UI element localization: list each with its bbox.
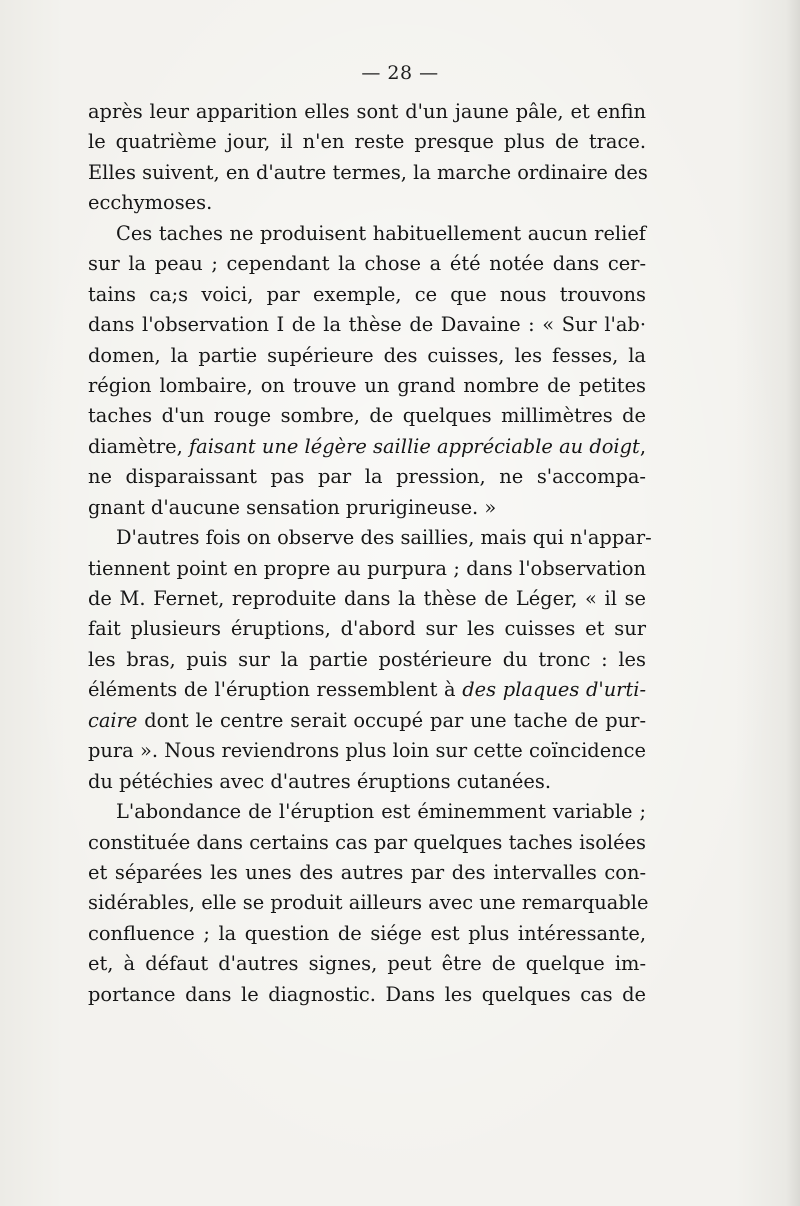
text-line [88,554,646,584]
text-segment: tiennent point en propre au purpura ; dans l'observation [88,556,646,580]
text-segment: dont le centre serait occupé par une tache de pur- [137,708,646,732]
text-segment: fait plusieurs éruptions, d'abord sur les cuisses et sur [88,617,646,641]
text-line [88,188,646,218]
text-line [88,980,646,1010]
text-line [88,401,646,431]
text-segment: ne disparaissant pas par la pression, ne s'accompa- [88,465,646,489]
text-line [88,341,646,371]
text-line [88,493,646,523]
text-segment: L'abondance de l'éruption est éminemment variable ; [116,800,646,824]
text-segment: confluence ; la question de siége est plus intéressante, [88,921,646,945]
page-number: — 28 — [361,62,439,84]
text-line [88,949,646,979]
text-line [88,888,649,918]
text-line [88,97,646,127]
text-segment: taches d'un rouge sombre, de quelques millimètres de [88,404,646,428]
text-segment: diamètre, [88,434,189,458]
text-segment: pura ». Nous reviendrons plus loin sur cette coïncidence [88,739,646,763]
text-segment: Ces taches ne produisent habituellement aucun relief [116,221,646,245]
text-segment: de M. Fernet, reproduite dans la thèse de Léger, « il se [88,587,646,610]
text-line [88,919,646,949]
text-line [88,584,646,614]
text-line [88,675,646,705]
text-line [88,310,646,340]
text-segment: domen, la partie supérieure des cuisses, les fesses, la [88,343,646,367]
text-line [88,614,646,644]
text-line [88,249,646,279]
text-line [88,280,646,310]
text-segment: région lombaire, on trouve un grand nombre de petites [88,373,646,397]
text-line [88,645,646,675]
text-line [88,767,646,797]
text-line [88,828,646,858]
text-line [88,462,646,492]
text-segment: ecchymoses. [88,191,213,215]
text-segment: gnant d'aucune sensation prurigineuse. » [88,495,497,519]
text-segment: , [639,434,647,458]
text-segment: les bras, puis sur la partie postérieure du tronc : les [88,647,646,671]
text-line [88,523,652,553]
italic-text: faisant une légère saillie appréciable au doigt [188,434,640,458]
text-segment: éléments de l'éruption ressemblent à [88,678,463,702]
text-segment: le quatrième jour, il n'en reste presque plus de trace. [88,130,646,154]
text-segment: dans l'observation I de la thèse de Davaine : « Sur l'ab· [88,313,646,337]
body-text [88,97,652,1010]
text-line [88,127,646,157]
italic-text: caire [88,708,138,732]
text-segment: après leur apparition elles sont d'un jaune pâle, et enfin [88,100,646,123]
text-segment: D'autres fois on observe des saillies, mais qui n'appar- [116,526,652,550]
text-segment: tains ca;s voici, par exemple, ce que nous trouvons [88,282,646,306]
text-segment: et séparées les unes des autres par des intervalles con- [88,860,646,884]
text-segment: constituée dans certains cas par quelques taches isolées [88,830,646,854]
text-segment: sidérables, elle se produit ailleurs avec une remarquable [88,891,649,915]
text-line [88,432,646,462]
text-line [88,219,646,249]
text-segment: du pétéchies avec d'autres éruptions cutanées. [88,769,551,793]
text-segment: et, à défaut d'autres signes, peut être de quelque im- [88,952,646,976]
text-line [88,858,646,888]
text-line [88,158,646,188]
text-segment: portance dans le diagnostic. Dans les quelques cas de [88,982,646,1006]
text-segment: Elles suivent, en d'autre termes, la marche ordinaire des [88,160,648,184]
text-line [88,706,646,736]
text-line [88,371,646,401]
text-line [88,736,646,766]
text-line [88,797,646,827]
page-edge-shadow [786,0,800,1206]
italic-text: des plaques d'urti- [462,678,646,702]
text-segment: sur la peau ; cependant la chose a été notée dans cer- [88,252,646,276]
